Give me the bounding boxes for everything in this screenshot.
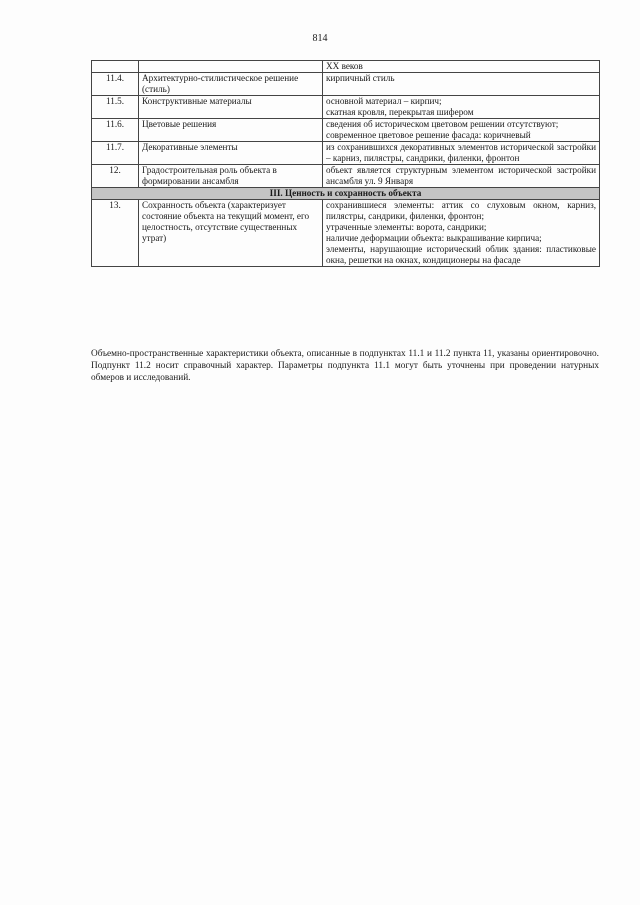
table-row (92, 119, 600, 142)
page-number: 814 (312, 33, 328, 44)
row-number-cell (92, 61, 139, 73)
row-value-cell (323, 142, 600, 165)
value-line: кирпичный стиль (326, 73, 395, 83)
row-number-cell: 11.5. (92, 96, 139, 119)
row-number-cell: 12. (92, 165, 139, 188)
row-value-cell (323, 96, 600, 119)
value-line: сохранившиеся элементы: аттик со слуховым окном, карниз, пилястры, сандрики, филенки, фронтон; (326, 200, 596, 221)
value-line: утраченные элементы: ворота, сандрики; (326, 222, 487, 232)
row-label-cell: Сохранность объекта (характеризует состояние объекта на текущий момент, его целостность, отсутствие существенных утрат) (139, 200, 323, 267)
value-line: современное цветовое решение фасада: коричневый (326, 130, 531, 140)
row-value-cell (323, 119, 600, 142)
table-row-continuation (92, 61, 600, 73)
row-value-cell (323, 165, 600, 188)
object-passport-table (91, 60, 600, 267)
row-number-cell: 13. (92, 200, 139, 267)
row-value-cell (323, 200, 600, 267)
row-number-cell: 11.7. (92, 142, 139, 165)
table-row (92, 73, 600, 96)
value-line: наличие деформации объекта: выкрашивание кирпича; (326, 233, 542, 243)
row-label-cell: Архитектурно-стилистическое решение (стиль) (139, 73, 323, 96)
footnote-paragraph: Объемно-пространственные характеристики объекта, описанные в подпунктах 11.1 и 11.2 пункта 11, указаны ориентировочно. Подпункт 11.2 носит справочный характер. Параметры подпункта 11.1 могут быть уточнены при проведении натурных обмеров и исследований. (91, 349, 599, 383)
value-line: из сохранившихся декоративных элементов исторической застройки – карниз, пилястры, сандрики, филенки, фронтон (326, 142, 596, 163)
section-header: III. Ценность и сохранность объекта (92, 188, 600, 200)
row-value-cell (323, 73, 600, 96)
table-row (92, 96, 600, 119)
section-header-row (92, 188, 600, 200)
row-label-cell: Конструктивные материалы (139, 96, 323, 119)
row-label-cell: Градостроительная роль объекта в формировании ансамбля (139, 165, 323, 188)
value-line: объект является структурным элементом исторической застройки ансамбля ул. 9 Января (326, 165, 596, 186)
table-row (92, 165, 600, 188)
row-number-cell: 11.6. (92, 119, 139, 142)
row-value-cell: XX веков (323, 61, 600, 73)
value-line: элементы, нарушающие исторический облик здания: пластиковые окна, решетки на окнах, кондиционеры на фасаде (326, 244, 596, 265)
row-number-cell: 11.4. (92, 73, 139, 96)
table-row (92, 142, 600, 165)
value-line: скатная кровля, перекрытая шифером (326, 107, 474, 117)
row-label-cell (139, 61, 323, 73)
row-label-cell: Декоративные элементы (139, 142, 323, 165)
row-label-cell: Цветовые решения (139, 119, 323, 142)
value-line: основной материал – кирпич; (326, 96, 442, 106)
table-row (92, 200, 600, 267)
value-line: сведения об историческом цветовом решении отсутствуют; (326, 119, 559, 129)
